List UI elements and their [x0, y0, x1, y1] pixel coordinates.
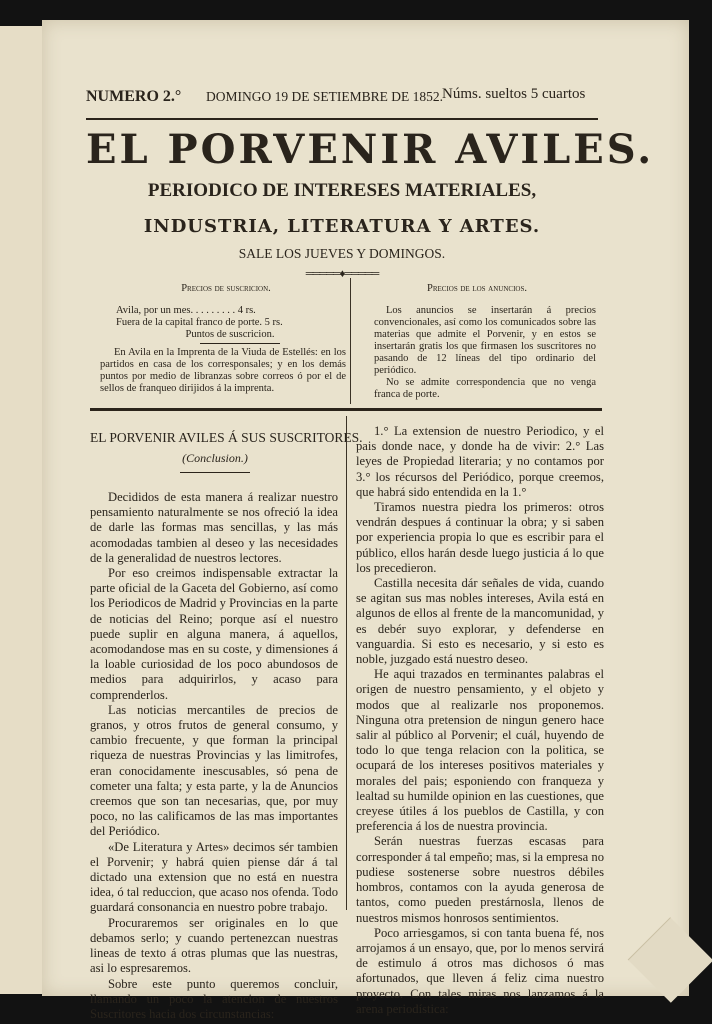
ads-heading: Precios de los anuncios. — [427, 283, 527, 294]
paragraph: Poco arriesgamos, si con tanta buena fé, nos arrojamos á un ensayo, que, por lo menos servirá de estimulo á otros mas dichosos ó mas afortunados, que lleven á feliz cima nuestro proyecto. Con tales miras nos lanzamos á la arena periodística: — [356, 925, 604, 1016]
newspaper-subtitle-2: INDUSTRIA, LITERATURA Y ARTES. — [143, 216, 541, 237]
paragraph: «De Literatura y Artes» decimos sér tambien el Porvenir; y habrá quien piense dár á tal dictado una extension que no está en nuestra idea, ó tal reduccion, que acaso nos ofenda. Todo guardará consonancia en nuestro pobre trabajo. — [90, 839, 338, 915]
paragraph: Tiramos nuestra piedra los primeros: otros vendrán despues á continuar la obra; y si saben por experiencia propia lo que es escribir para el público, ellos harán desde luego justicia á lo que los precedieron. — [356, 500, 604, 575]
subscription-price-1: Avila, por un mes. . . . . . . . . 4 rs. — [116, 305, 256, 316]
adjacent-page-edge — [0, 26, 45, 994]
subscription-points-label: Puntos de suscricion. — [185, 329, 275, 340]
paragraph: Castilla necesita dár señales de vida, cuando se agitan sus mas nobles intereses, Avila está en algunos de ellos al frente de la mancomunidad, y es debér suyo explorar, y defenderse en vanguardia. Si esto es necesario, y si esto es noble, juzgado está nuestro deseo. — [356, 576, 604, 667]
paragraph: Serán nuestras fuerzas escasas para corresponder á tal empeño; mas, si la empresa no pudiese sostenerse sobre nuestros débiles hombros, contamos con la ayuda generosa de tantos, como pueden prestárnosla, llenos de nuestros mismos honrosos sentimientos. — [356, 834, 604, 925]
paragraph: Procuraremos ser originales en lo que debamos serlo; y cuando pertenezcan nuestras lineas de texto á otras plumas que las nuestras, asi lo espresaremos. — [90, 915, 338, 976]
article-subtitle: (Conclusion.) — [182, 451, 248, 465]
paragraph: He aqui trazados en terminantes palabras el origen de nuestro pensamiento, y el objeto y modos que al realizarle nos proponemos. Ninguna otra pretension de ningun genero hace salir al público al Porvenir; el cuál, huyendo de todo lo que tenga relacion con la politica, se ocupará de los intereses positivos materiales y morales del pais; esponiendo con franqueza y lealtad su humilde opinion en las cuestiones, que creyese útiles á los pueblos de Castilla, y con preferencia á los de nuestra provincia. — [356, 667, 604, 834]
paragraph: Decididos de esta manera á realizar nuestro pensamiento naturalmente se nos ofreció la idea de darle las formas mas sencillas, y las más acomodadas tambien al deseo y las necesidades de la generalidad de nuestros lectores. — [90, 490, 338, 565]
ads-notice: No se admite correspondencia que no venga franca de porte. — [374, 377, 596, 400]
subscription-price-2: Fuera de la capital franco de porte. 5 rs. — [116, 317, 283, 328]
article-column-left — [90, 490, 338, 1022]
newspaper-title: EL PORVENIR AVILES. — [86, 126, 655, 173]
issue-price: Núms. sueltos 5 cuartos — [442, 86, 586, 102]
paragraph: Por eso creimos indispensable extractar la parte oficial de la Gaceta del Gobierno, así como los Periodicos de Madrid y Provincias en la parte de noticias del Reino; porque así el nuestro puede suplir en alguna manera, á aquellos, acomodandose mas en su coste, y dimensiones á la loable curiosidad de los poco abundosos de medios para adquirirlos, y acaso para comprenderlos. — [90, 566, 338, 702]
paragraph: Sobre este punto queremos concluir, llamando un poco la atencion de nuestros Suscritores hacia dos circunstancias: — [90, 976, 338, 1021]
article-column-right — [356, 424, 604, 1017]
publication-frequency: SALE LOS JUEVES Y DOMINGOS. — [238, 246, 446, 261]
article-title: EL PORVENIR AVILES Á SUS SUSCRITORES. — [90, 430, 363, 445]
paragraph: Las noticias mercantiles de precios de granos, y otros frutos de general consumo, y cambio frecuente, y que forman la principal riqueza de nuestras Provincias y las limitrofes, eran conocidamente inescusables, só pena de cometer una falta; y esta parte, y la de Anuncios creemos que son tan necesarias, que, por muy poco, no las calificamos de las mas importantes del Periódico. — [90, 702, 338, 839]
issue-date: DOMINGO 19 DE SETIEMBRE DE 1852. — [206, 89, 443, 104]
newspaper-subtitle: PERIODICO DE INTERESES MATERIALES, — [147, 180, 537, 201]
article-title-rule — [180, 472, 250, 473]
subscription-text: En Avila en la Imprenta de la Viuda de Estellés: en los partidos en casa de los corresponsales; y en los demás puntos por medio de libranzas sobre correos ó por el de sellos de franqueo dirijidos á la imprenta. — [100, 347, 346, 394]
column-divider — [346, 416, 347, 910]
paragraph: 1.° La extension de nuestro Periodico, y el pais donde nace, y donde ha de vivir: 2.° Las leyes de Propiedad literaria; y no contamos por 3.° los récursos del Periódico, porque creemos, que habrá sido entendida en la 1.° — [356, 424, 604, 499]
ads-text: Los anuncios se insertarán á precios convencionales, así como los comunicados sobre las materias que admite el Porvenir, y en estos se insertarán gratis los que firmasen los suscritores no pasando de 12 líneas del tipo ordinario del periódico. — [374, 305, 596, 376]
box-divider — [350, 278, 351, 404]
subscription-rule — [200, 343, 280, 344]
issue-number: NUMERO 2.° — [86, 88, 182, 105]
ornament-divider: ═════♦═════ — [305, 268, 379, 280]
header-rule — [86, 118, 598, 120]
section-rule — [90, 408, 602, 411]
subscription-heading: Precios de suscricion. — [181, 283, 271, 294]
